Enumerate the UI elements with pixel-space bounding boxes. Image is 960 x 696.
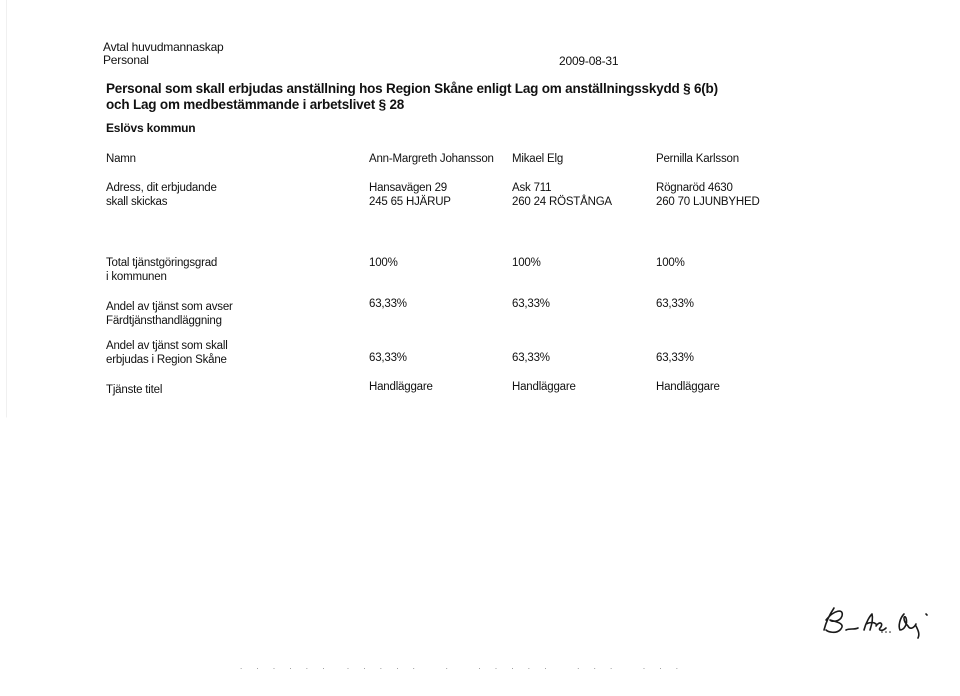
label-offer-1: Andel av tjänst som skall	[106, 340, 228, 352]
person-2-share: 63,33%	[512, 298, 550, 310]
label-name: Namn	[106, 153, 136, 165]
person-3-postal: 260 70 LJUNBYHED	[656, 196, 760, 208]
person-3-name: Pernilla Karlsson	[656, 153, 739, 165]
municipality-name: Eslövs kommun	[106, 121, 196, 135]
person-2-street: Ask 711	[512, 182, 552, 194]
person-3-share: 63,33%	[656, 298, 694, 310]
person-3-offer: 63,33%	[656, 352, 694, 364]
person-2-offer: 63,33%	[512, 352, 550, 364]
scan-artifact-dots: . . . . . . . . . . . . . . . . . . . . . . .	[240, 662, 685, 671]
header-date: 2009-08-31	[559, 54, 619, 68]
person-1-street: Hansavägen 29	[369, 182, 447, 194]
label-address-1: Adress, dit erbjudande	[106, 182, 217, 194]
document-title-line2: och Lag om medbestämmande i arbetslivet § 28	[106, 97, 405, 112]
person-1-name: Ann-Margreth Johansson	[369, 153, 494, 165]
person-2-title: Handläggare	[512, 381, 576, 393]
label-offer-2: erbjudas i Region Skåne	[106, 354, 227, 366]
label-share-2: Färdtjänsthandläggning	[106, 315, 222, 327]
label-job-title: Tjänste titel	[106, 384, 163, 396]
person-3-title: Handläggare	[656, 381, 720, 393]
label-address-2: skall skickas	[106, 196, 168, 208]
header-agreement: Avtal huvudmannaskap	[103, 40, 224, 54]
person-1-title: Handläggare	[369, 381, 433, 393]
person-2-total: 100%	[512, 257, 541, 269]
person-1-postal: 245 65 HJÄRUP	[369, 196, 451, 208]
handwritten-signature	[820, 600, 940, 640]
person-3-total: 100%	[656, 257, 685, 269]
header-department: Personal	[103, 53, 149, 67]
label-total-1: Total tjänstgöringsgrad	[106, 257, 218, 269]
document-title-line1: Personal som skall erbjudas anställning hos Region Skåne enligt Lag om anställningsskydd § 6(b)	[106, 81, 718, 96]
person-3-street: Rögnaröd 4630	[656, 182, 733, 194]
person-1-offer: 63,33%	[369, 352, 407, 364]
person-2-postal: 260 24 RÖSTÅNGA	[512, 196, 612, 208]
scan-edge-line	[6, 0, 7, 696]
person-1-total: 100%	[369, 257, 398, 269]
label-total-2: i kommunen	[106, 271, 167, 283]
label-share-1: Andel av tjänst som avser	[106, 301, 233, 313]
person-1-share: 63,33%	[369, 298, 407, 310]
person-2-name: Mikael Elg	[512, 153, 564, 165]
